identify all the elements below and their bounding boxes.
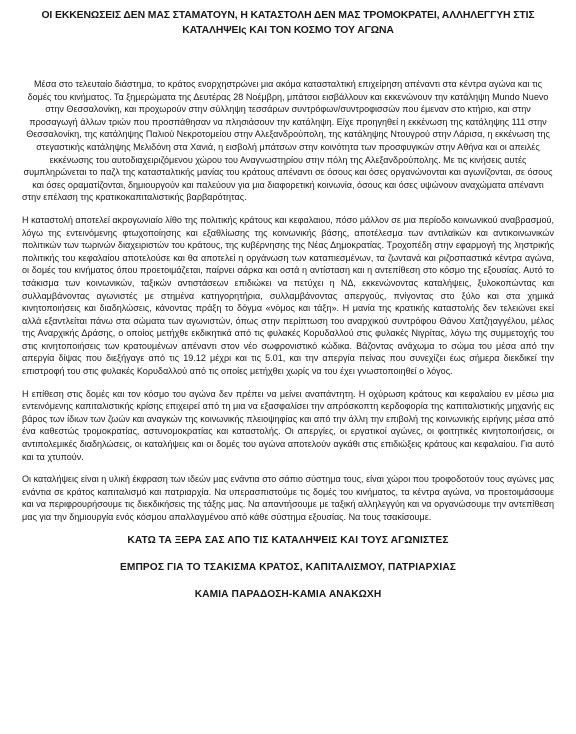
slogans (22, 534, 554, 602)
document-title (22, 8, 554, 38)
title-line-1: ΟΙ ΕΚΚΕΝΩΣΕΙΣ ΔΕΝ ΜΑΣ ΣΤΑΜΑΤΟΥΝ, Η ΚΑΤΑΣΤΟΛΗ ΔΕΝ ΜΑΣ ΤΡΟΜΟΚΡΑΤΕΙ, ΑΛΛΗΛΕΓΓΥΗ ΣΤΙΣ (41, 10, 535, 21)
paragraph-4: Οι καταλήψεις είναι η υλική έκφραση των ιδεών μας ενάντια στο σάπιο σύστημα τους, είναι χώροι που τροφοδοτούν τους αγώνες μας ενάντια σε κράτος καπιταλισμό και πατριαρχία. Να υπερασπιστούμε τις δομές του κινήματος, τα κέντρα αγώνα, να προετοιμάσουμε και να περιφρουρήσουμε τις διεκδικήσεις της τάξης μας. Να απαντήσουμε με ταξική αλληλεγγύη και να οργανώσουμε την αντεπίθεση μας για την δημιουργία ενός κόσμου απαλλαγμένου από κάθε σύστημα εξουσίας. Να τους τσακίσουμε. (22, 474, 554, 522)
paragraph-2: Η καταστολή αποτελεί ακρογωνιαίο λίθο της πολιτικής κράτους και κεφαλαιου, πόσο μάλλον σε μια περίοδο κοινωνικού αναβρασμού, λόγω της εντεινόμενης φτωχοποίησης και εξαθλίωσης της κοινωνικής βάσης, αποτέλεσμα των αντιλαϊκών και αντικοινωνικών πολιτικών των τωρινών διαχειριστών του κράτους, της κυβέρνησης της Νέας Δημοκρατίας. Τροχοπέδη στην εφαρμογή της ληστρικής πολιτικής του κεφαλαίου αποτελούσε και θα αποτελεί η οργάνωση των καταπιεσμένων, τα ζωντανά και ριζοσπαστικά κέντρα αγώνα, οι δομές του κινήματος όπου προετοιμάζεται, παίρνει σάρκα και οστά η αντίσταση και η αντεπίθεση στο κόσμο της εξουσίας. Αυτό το τσάκισμα των κοινωνικών, ταξικών αντιστάσεων επιδιώκει να πετύχει η ΝΔ, εκκενώνοντας καταλήψεις, ξυλοκοπώντας και συλλαμβάνοντας αγωνιστές με στημένα κατηγορητήρια, συλλαμβάνοντας απεργούς, πνίγοντας στο ξύλο και στα χημικά κινητοποιήσεις και διαδηλώσεις, κάνοντας πράξη το δόγμα «νόμος και τάξη». Η μανία της κρατικής καταστολής δεν τελειώνει εκεί αλλά εξαντλείται πάνω στα σώματα των αγωνιστών, όπως στην περίπτωση του αναρχικού συντρόφου Θάνου Χατζηαγγέλου, μέλος της Αναρχικής Δράσης, ο οποίος μετήχθε εκδικητικά από τις φυλακές Κορυδαλλού στις φυλακές Νιγρίτας, λόγω της συμμετοχής του στις κινητοποιήσεις των κρατουμένων απέναντι στον νέο σωφρονιστικό κώδικα. Βάζοντας ανάχωμα το σώμα του μέσα από την απεργία δίψας που διεξήγαγε από τις 19.12 μέχρι και τις 5.01, και την απεργία πείνας που συνεχίζει έως σήμερα διεκδικεί την επιστροφή του στις φυλακές Κορυδαλλού από τις οποίες μετήχθει χωρίς να του έχει γνωστοποιηθεί ο λόγος. (22, 214, 554, 377)
slogan-2: ΕΜΠΡΟΣ ΓΙΑ ΤΟ ΤΣΑΚΙΣΜΑ ΚΡΑΤΟΣ, ΚΑΠΙΤΑΛΙΣΜΟΥ, ΠΑΤΡΙΑΡΧΙΑΣ (119, 561, 457, 573)
title-line-2: ΚΑΤΑΛΗΨΕΙς ΚΑΙ ΤΟΝ ΚΟΣΜΟ ΤΟΥ ΑΓΩΝΑ (182, 25, 394, 36)
paragraph-1: Μέσα στο τελευταίο διάστημα, το κράτος ενορχηστρώνει μια ακόμα κατασταλτική επιχείρηση απέναντι στα κέντρα αγώνα και τις δομές του κινήματος. Τα ξημερώματα της Δευτέρας 28 Νοέμβρη, μπάτσοι εισβάλλουν και εκκενώνουν την κατάληψη Mundo Nuevo στην Θεσσαλονίκη, και προχωρούν στην σύλληψη τεσσάρων συντρόφων/συντροφισσών που έμεναν στο κτήριο, και στην προσαγωγή άλλων τριών που προσπάθησαν να πλησιάσουν την κατάληψη. Είχε προηγηθεί η εκκένωση της κατάληψης 111 στην Θεσσαλονίκη, της κατάληψης Παλιού Νεκροτομείου στην Αλεξανδρούπολη, της κατάληψης Ντουγρού στην Λάρισα, η εκκένωση της στεγαστικής κατάληψης Μελιδόνη στα Χανιά, η εισβολή μπάτσων στην κοινότητα των προσφυγικών στην Αθήνα και οι απειλές εκκένωσης του αυτοδιαχειριζόμενου χώρου του Αναγνωστηρίου στην πόλη της Αλεξανδρούπολης. Με τις κινήσεις αυτές συμπληρώνεται το παζλ της κατασταλτικής μανίας του κράτους απέναντι σε όσους και όσες οργανώνονται και αγωνίζονται, σε όσους και όσες οραματίζονται, δημιουργούν και παλεύουν για μια διαφορετική κοινωνία, όσους και όσες υψώνουν αναχώματα απέναντι στην επέλαση της κρατικοκαπιταλιστικής βαρβαρότητας. (22, 79, 553, 203)
paragraph-3: Η επίθεση στις δομές και τον κόσμο του αγώνα δεν πρέπει να μείνει αναπάντητη. Η οχύρωση κράτους και κεφαλαίου εν μέσω μια εντεινόμενης καπιταλιστικής κρίσης επιχειρεί από τη μια να εξασφαλίσει την απρόσκοπτη κερδοφορία της καπιταλιστικής μηχανής εις βάρος των ίδιων των ζωών και αναγκών της κοινωνικής πλειοψηφίας και από την άλλη την επιβολή της κοινωνικής ειρήνης μέσα από ένα καθεστώς τρομοκρατίας, αστυνομοκρατίας και καταστολής. Οι απεργίες, οι εργατικοί αγώνες, οι φοιτητικές κινητοποιήσεις, οι αντιπολεμικές διαδηλώσεις, οι καταλήψεις και οι δομές του αγώνα αποτελούν αγκάθι στις επιδιώξεις κράτους και κεφαλαίου. Για αυτό και τα χτυπούν. (22, 388, 554, 462)
document-body (22, 78, 554, 524)
slogan-1: ΚΑΤΩ ΤΑ ΞΕΡΑ ΣΑΣ ΑΠΟ ΤΙΣ ΚΑΤΑΛΗΨΕΙΣ ΚΑΙ ΤΟΥΣ ΑΓΩΝΙΣΤΕΣ (127, 534, 449, 546)
slogan-3: ΚΑΜΙΑ ΠΑΡΑΔΟΣΗ-ΚΑΜΙΑ ΑΝΑΚΩΧΗ (194, 588, 382, 600)
